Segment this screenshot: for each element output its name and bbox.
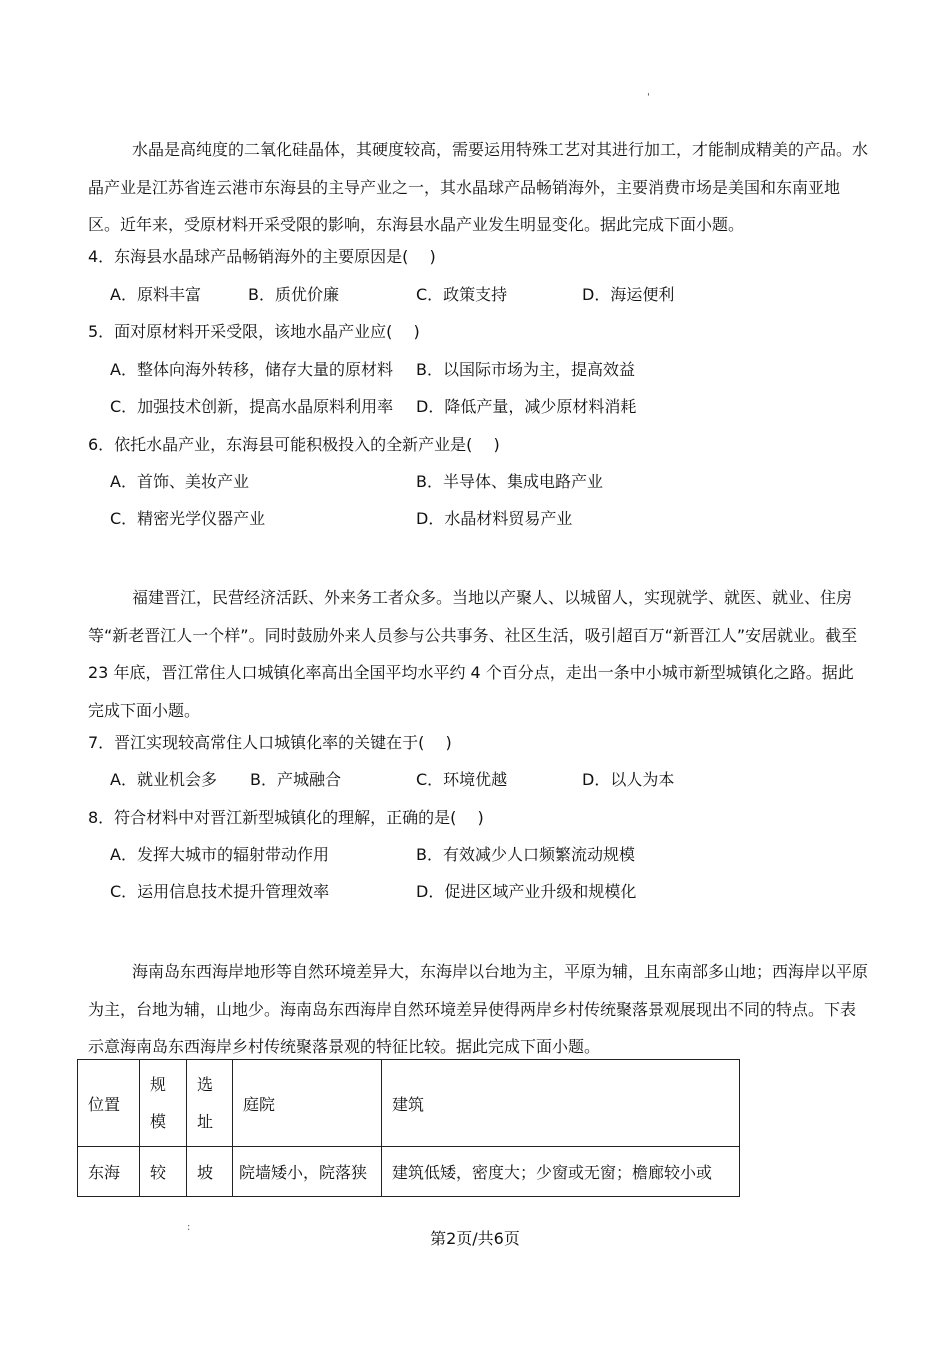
question-5: 5．面对原材料开采受限，该地水晶产业应( ) <box>88 322 420 341</box>
cell-courtyard: 院墙矮小，院落狭 <box>233 1147 382 1197</box>
q5-option-c[interactable]: C．加强技术创新，提高水晶原料利用率 <box>110 397 394 416</box>
settlement-comparison-table <box>77 1059 740 1197</box>
q6-option-b[interactable]: B．半导体、集成电路产业 <box>416 472 603 491</box>
q4-option-d[interactable]: D．海运便利 <box>582 285 675 304</box>
q4-option-b[interactable]: B．质优价廉 <box>248 285 339 304</box>
header-courtyard: 庭院 <box>233 1060 382 1147</box>
passage-jinjiang: 福建晋江，民营经济活跃、外来务工者众多。当地以产聚人、以城留人，实现就学、就医、就业、住房等“新老晋江人一个样”。同时鼓励外来人员参与公共事务、社区生活，吸引超百万“新晋江人”安居就业。截至 23 年底，晋江常住人口城镇化率高出全国平均水平约 4 个百分点，走出一条中小城市新型城镇化之路。据此完成下面小题。 <box>88 588 858 720</box>
question-4: 4．东海县水晶球产品畅销海外的主要原因是( ) <box>88 247 436 266</box>
passage-crystal: 水晶是高纯度的二氧化硅晶体，其硬度较高，需要运用特殊工艺对其进行加工，才能制成精美的产品。水晶产业是江苏省连云港市东海县的主导产业之一，其水晶球产品畅销海外，主要消费市场是美国和东南亚地区。近年来，受原材料开采受限的影响，东海县水晶产业发生明显变化。据此完成下面小题。 <box>88 140 869 234</box>
q6-option-a[interactable]: A．首饰、美妆产业 <box>110 472 249 491</box>
q7-option-d[interactable]: D．以人为本 <box>582 770 675 789</box>
cell-building: 建筑低矮，密度大；少窗或无窗；檐廊较小或 <box>382 1147 740 1197</box>
cell-site: 坡 <box>187 1147 233 1197</box>
q5-option-a[interactable]: A．整体向海外转移，储存大量的原材料 <box>110 360 393 379</box>
q8-option-a[interactable]: A．发挥大城市的辐射带动作用 <box>110 845 329 864</box>
q6-option-c[interactable]: C．精密光学仪器产业 <box>110 509 266 528</box>
header-building: 建筑 <box>382 1060 740 1147</box>
table-header-row <box>78 1060 740 1147</box>
q7-option-c[interactable]: C．环境优越 <box>416 770 508 789</box>
q5-option-d[interactable]: D．降低产量，减少原材料消耗 <box>416 397 637 416</box>
q4-option-c[interactable]: C．政策支持 <box>416 285 508 304</box>
header-site: 选 址 <box>187 1060 233 1147</box>
question-7: 7．晋江实现较高常住人口城镇化率的关键在于( ) <box>88 733 452 752</box>
header-position: 位置 <box>78 1060 140 1147</box>
header-scale: 规 模 <box>140 1060 187 1147</box>
passage-hainan: 海南岛东西海岸地形等自然环境差异大，东海岸以台地为主，平原为辅，且东南部多山地；西海岸以平原为主，台地为辅，山地少。海南岛东西海岸自然环境差异使得两岸乡村传统聚落景观展现出不同的特点。下表示意海南岛东西海岸乡村传统聚落景观的特征比较。据此完成下面小题。 <box>88 962 869 1056</box>
page-number: 第2页/共6页 <box>430 1229 520 1248</box>
q8-option-d[interactable]: D．促进区域产业升级和规模化 <box>416 882 637 901</box>
q8-option-b[interactable]: B．有效减少人口频繁流动规模 <box>416 845 635 864</box>
table-row <box>78 1147 740 1197</box>
q7-option-a[interactable]: A．就业机会多 <box>110 770 217 789</box>
q8-option-c[interactable]: C．运用信息技术提升管理效率 <box>110 882 330 901</box>
q5-option-b[interactable]: B．以国际市场为主，提高效益 <box>416 360 635 379</box>
q6-option-d[interactable]: D．水晶材料贸易产业 <box>416 509 573 528</box>
cell-scale: 较 <box>140 1147 187 1197</box>
scan-mark: ' <box>647 92 650 103</box>
q7-option-b[interactable]: B．产城融合 <box>250 770 341 789</box>
question-8: 8．符合材料中对晋江新型城镇化的理解，正确的是( ) <box>88 808 484 827</box>
scan-mark-bottom: : <box>187 1222 191 1233</box>
q4-option-a[interactable]: A．原料丰富 <box>110 285 201 304</box>
question-6: 6．依托水晶产业，东海县可能积极投入的全新产业是( ) <box>88 435 500 454</box>
cell-position: 东海 <box>78 1147 140 1197</box>
